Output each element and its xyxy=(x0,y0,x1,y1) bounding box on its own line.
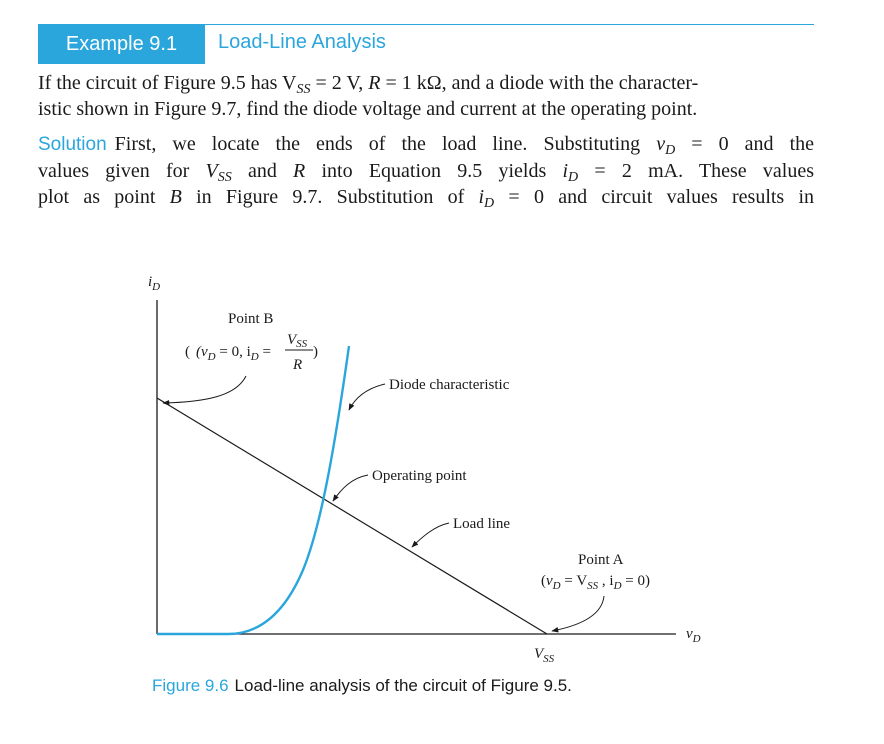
load-line-annotation xyxy=(412,516,510,547)
example-title: Load-Line Analysis xyxy=(218,31,386,53)
problem-statement: If the circuit of Figure 9.5 has $V_{SS} = 2$ V, R = 1 kΩ, and a diode with the character- istic shown in Figure 9.7, find the diode voltage and current at the operating point. xyxy=(38,72,699,120)
example-header xyxy=(38,24,814,64)
solution-paragraph xyxy=(38,131,814,210)
operating-point-label: Operating point xyxy=(372,468,467,484)
load-line-figure xyxy=(0,260,884,680)
svg-text:(: ( xyxy=(185,344,190,360)
point-a-formula: ($v_D = V_{SS}$ , $i_D = 0$) xyxy=(541,573,650,592)
caption-text: Load-line analysis of the circuit of Figure 9.5. xyxy=(234,676,572,695)
solution-label: Solution xyxy=(38,134,107,155)
y-axis-label: $i_D$ xyxy=(148,274,161,293)
point-a-arrow xyxy=(552,596,604,631)
figure-caption xyxy=(152,676,572,696)
diode-label-annotation xyxy=(349,377,510,410)
caption-number: Figure 9.6 xyxy=(152,676,229,695)
solution-line-2: values given for $V_{SS}$ and R into Equation 9.5 yields $i_D = 2$ mA. These values xyxy=(38,160,814,185)
load-line-label: Load line xyxy=(453,516,511,532)
svg-text:): ) xyxy=(313,344,318,360)
point-b-formula: ($v_D = 0$, $i_D$ = xyxy=(196,344,271,363)
svg-text:VSS: $V_{SS}$ xyxy=(287,332,308,350)
point-b-title: Point B xyxy=(228,311,274,327)
solution-line-3: plot as point B in Figure 9.7. Substitution of $i_D = 0$ and circuit values results in xyxy=(38,186,815,211)
diode-characteristic-curve xyxy=(157,346,349,634)
operating-point-annotation xyxy=(333,468,467,501)
vss-label: $V_{SS}$ xyxy=(534,646,555,665)
point-b-annotation xyxy=(163,311,318,403)
x-axis-label: $v_D$ xyxy=(686,626,701,645)
example-label: Example 9.1 xyxy=(38,24,205,64)
solution-line-1: Solution First, we locate the ends of the load line. Substituting $v_D = 0$ and the xyxy=(38,133,815,158)
point-a-annotation xyxy=(541,552,650,631)
diode-label: Diode characteristic xyxy=(389,377,510,393)
svg-text:R: R xyxy=(293,357,303,373)
point-b-arrow xyxy=(163,376,246,403)
point-a-title: Point A xyxy=(578,552,624,568)
